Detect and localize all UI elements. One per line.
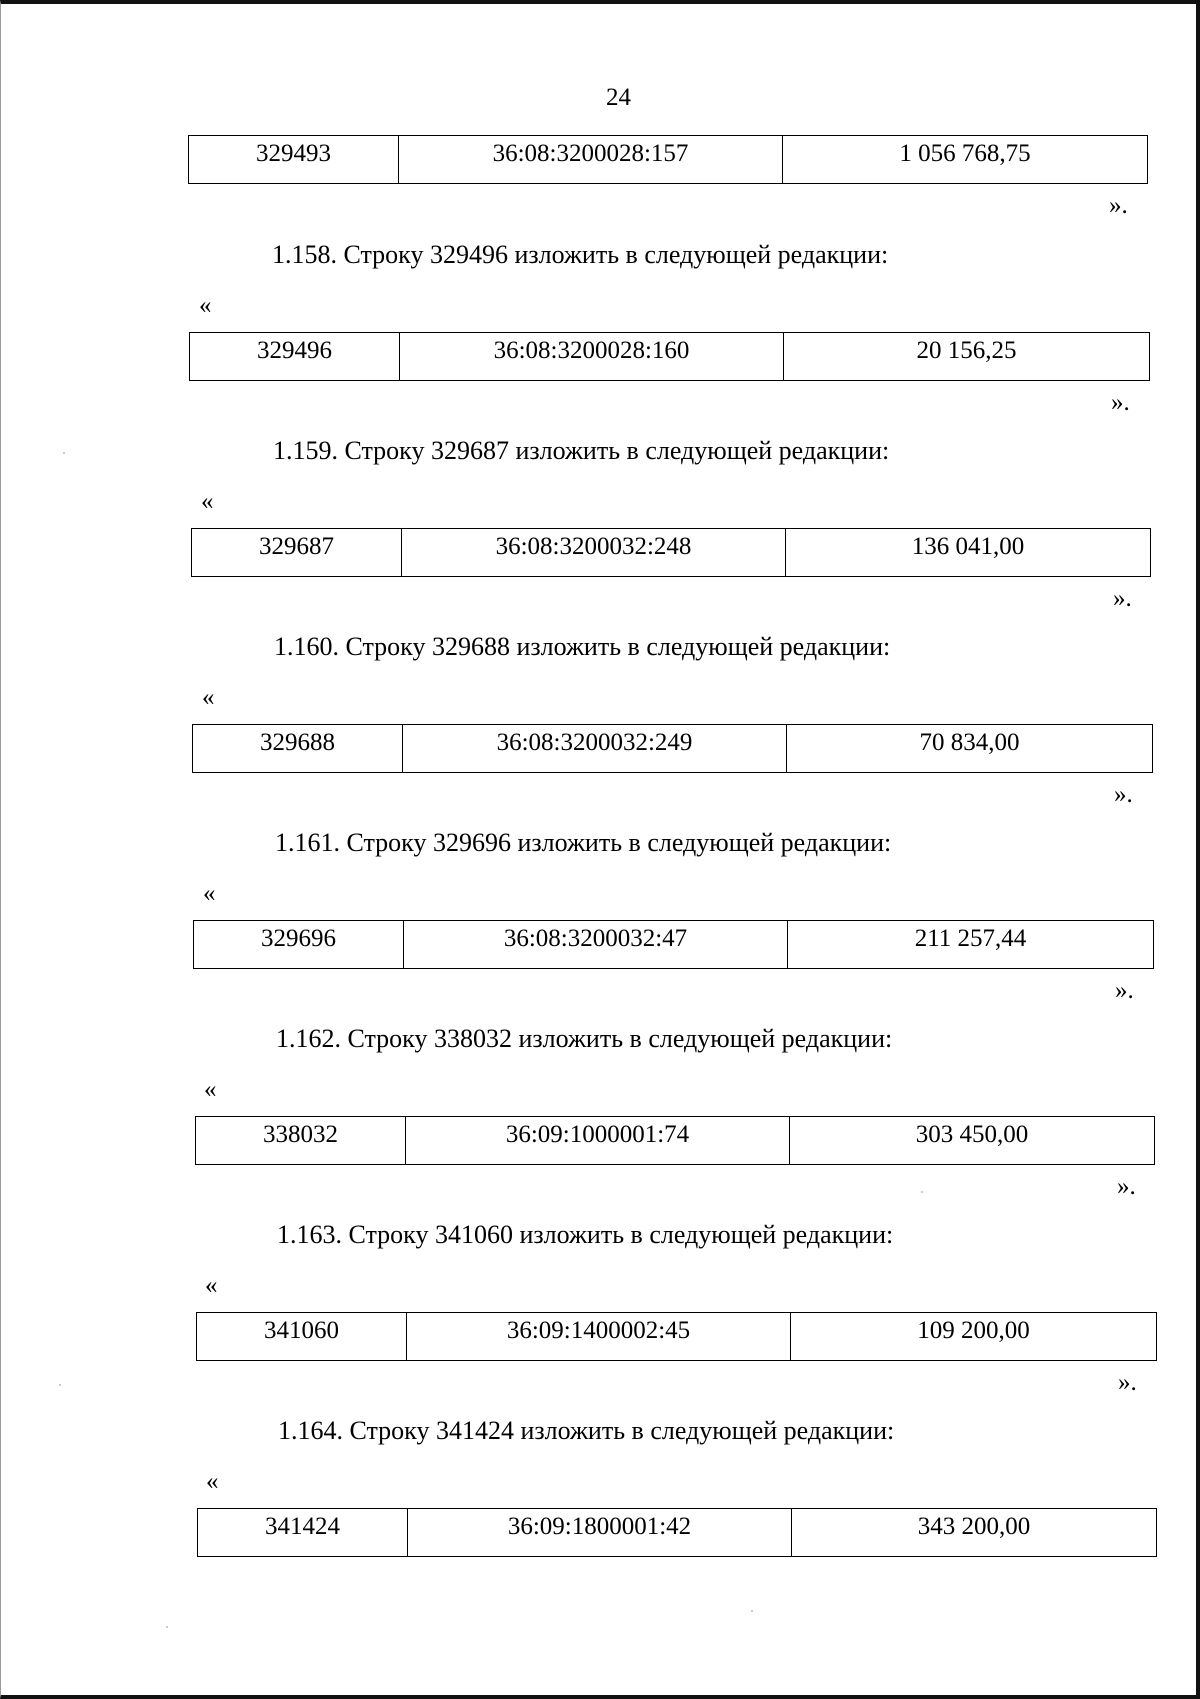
cadastral-number-cell: 36:09:1000001:74 <box>406 1117 790 1164</box>
opening-quote: « <box>203 880 216 907</box>
opening-quote: « <box>199 292 212 319</box>
table-row <box>192 724 1153 773</box>
scan-speck <box>59 1384 61 1386</box>
cadastral-number-cell: 36:08:3200032:249 <box>403 725 787 772</box>
table-row <box>195 1116 1155 1165</box>
table-row <box>191 528 1151 577</box>
instruction-text: 1.158. Строку 329496 изложить в следующей редакции: <box>272 240 889 269</box>
instruction-text: 1.159. Строку 329687 изложить в следующей редакции: <box>273 436 890 465</box>
scan-speck <box>166 1626 168 1628</box>
row-id-cell: 341424 <box>198 1509 408 1556</box>
instruction-text: 1.161. Строку 329696 изложить в следующей редакции: <box>275 828 892 857</box>
closing-quote: ». <box>1113 585 1132 612</box>
cadastral-number-cell: 36:08:3200032:47 <box>404 921 788 968</box>
amount-cell: 343 200,00 <box>917 1513 1031 1540</box>
instruction-text: 1.162. Строку 338032 изложить в следующей редакции: <box>276 1024 893 1053</box>
opening-quote: « <box>201 488 214 515</box>
closing-quote: ». <box>1118 1369 1137 1396</box>
scan-speck <box>63 452 65 454</box>
amount-cell: 1 056 768,75 <box>899 140 1031 167</box>
opening-quote: « <box>205 1272 218 1299</box>
instruction-text: 1.163. Строку 341060 изложить в следующей редакции: <box>277 1220 894 1249</box>
cadastral-number-cell: 36:08:3200032:248 <box>402 529 786 576</box>
closing-quote: ». <box>1115 977 1134 1004</box>
instruction-text: 1.160. Строку 329688 изложить в следующей редакции: <box>274 632 891 661</box>
scan-speck <box>751 1610 753 1612</box>
table-row <box>196 1312 1157 1361</box>
closing-quote: ». <box>1117 1173 1136 1200</box>
closing-quote: ». <box>1109 192 1128 219</box>
row-id-cell: 341060 <box>197 1313 407 1360</box>
table-row <box>189 332 1150 381</box>
row-id-cell: 329493 <box>189 136 399 183</box>
table-row <box>197 1508 1157 1557</box>
closing-quote: ». <box>1114 781 1133 808</box>
cadastral-number-cell: 36:08:3200028:160 <box>400 333 784 380</box>
cadastral-number-cell: 36:09:1800001:42 <box>408 1509 792 1556</box>
opening-quote: « <box>202 684 215 711</box>
amount-cell: 211 257,44 <box>914 925 1027 952</box>
scan-speck <box>921 1191 923 1193</box>
amount-cell: 303 450,00 <box>915 1121 1029 1148</box>
closing-quote: ». <box>1111 389 1130 416</box>
row-id-cell: 329496 <box>190 333 400 380</box>
table-row <box>193 920 1154 969</box>
row-id-cell: 329687 <box>192 529 402 576</box>
amount-cell: 136 041,00 <box>911 533 1025 560</box>
opening-quote: « <box>204 1076 217 1103</box>
cadastral-number-cell: 36:08:3200028:157 <box>399 136 783 183</box>
row-id-cell: 338032 <box>196 1117 406 1164</box>
page-number: 24 <box>606 84 631 111</box>
table-row <box>188 135 1148 184</box>
cadastral-number-cell: 36:09:1400002:45 <box>407 1313 791 1360</box>
instruction-text: 1.164. Строку 341424 изложить в следующей редакции: <box>278 1416 895 1445</box>
row-id-cell: 329688 <box>193 725 403 772</box>
opening-quote: « <box>206 1468 219 1495</box>
amount-cell: 70 834,00 <box>919 729 1020 756</box>
row-id-cell: 329696 <box>194 921 404 968</box>
amount-cell: 20 156,25 <box>916 337 1017 364</box>
amount-cell: 109 200,00 <box>917 1317 1030 1344</box>
